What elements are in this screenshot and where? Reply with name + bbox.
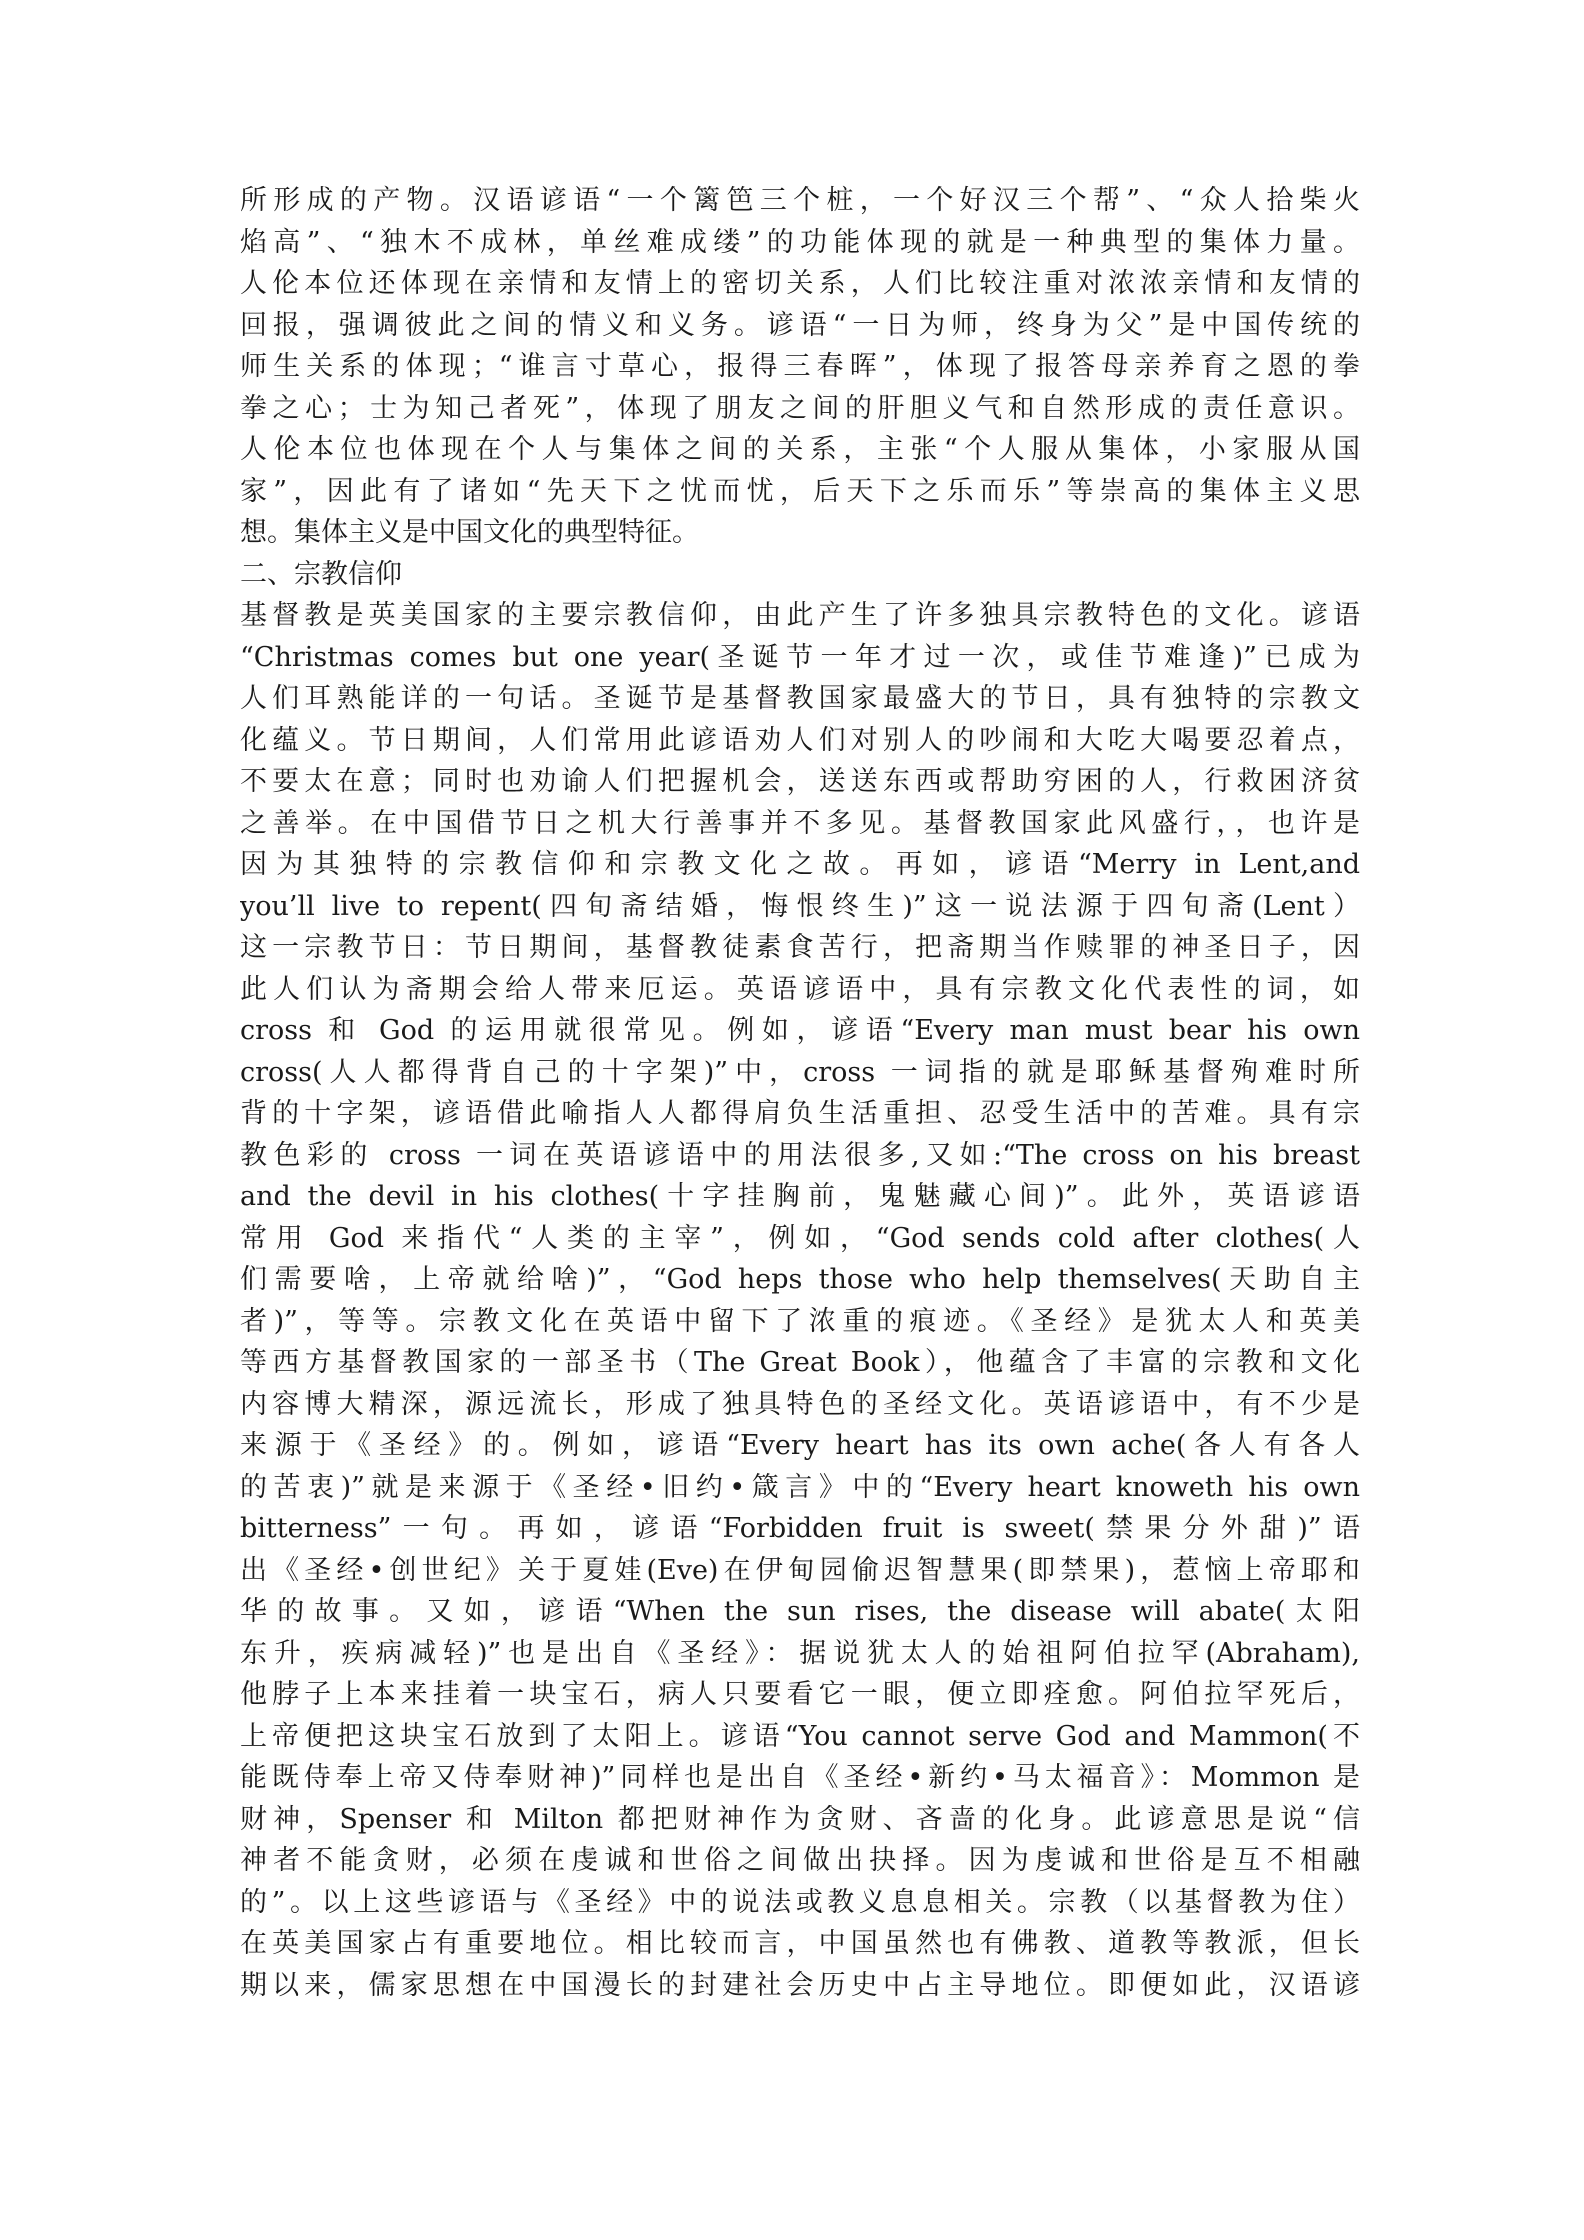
- paragraph-collectivism: [240, 180, 1360, 554]
- text-line: 师生关系的体现；“谁言寸草心，报得三春晖”，体现了报答母亲养育之恩的拳: [240, 351, 1360, 382]
- text-line: 所形成的产物。汉语谚语“一个篱笆三个桩，一个好汉三个帮”、“众人拾柴火: [240, 185, 1360, 216]
- document-page: [240, 180, 1360, 2006]
- text-line: 不要太在意；同时也劝谕人们把握机会，送送东西或帮助穷困的人，行救困济贫: [240, 766, 1360, 797]
- text-line: 能既侍奉上帝又侍奉财神)”同样也是出自《圣经•新约•马太福音》：Mommon 是: [240, 1762, 1360, 1793]
- text-line: 此人们认为斋期会给人带来厄运。英语谚语中，具有宗教文化代表性的词，如: [240, 973, 1360, 1005]
- text-line: 等西方基督教国家的一部圣书（The Great Book），他蕴含了丰富的宗教和文化: [240, 1347, 1360, 1378]
- text-line: 化蕴义。节日期间，人们常用此谚语劝人们对别人的吵闹和大吃大喝要忍着点，: [240, 724, 1360, 756]
- text-line: 背的十字架，谚语借此喻指人人都得肩负生活重担、忍受生活中的苦难。具有宗: [240, 1098, 1360, 1129]
- text-line: 之善举。在中国借节日之机大行善事并不多见。基督教国家此风盛行，，也许是: [240, 807, 1360, 839]
- text-line: 回报，强调彼此之间的情义和义务。谚语“一日为师，终身为父”是中国传统的: [240, 309, 1360, 341]
- text-line: 人伦本位也体现在个人与集体之间的关系，主张“个人服从集体，小家服从国: [240, 434, 1360, 465]
- text-line: 的苦衷)”就是来源于《圣经•旧约•箴言》中的“Every heart knoweth his own: [240, 1471, 1360, 1503]
- text-line: 教色彩的 cross 一词在英语谚语中的用法很多,又如:“The cross on his breast: [240, 1139, 1360, 1171]
- text-line: 神者不能贪财，必须在虔诚和世俗之间做出抉择。因为虔诚和世俗是互不相融: [240, 1845, 1360, 1876]
- text-line: 在英美国家占有重要地位。相比较而言，中国虽然也有佛教、道教等教派，但长: [240, 1928, 1360, 1959]
- text-line: 内容博大精深，源远流长，形成了独具特色的圣经文化。英语谚语中，有不少是: [240, 1388, 1360, 1420]
- text-line: 人伦本位还体现在亲情和友情上的密切关系，人们比较注重对浓浓亲情和友情的: [240, 268, 1360, 299]
- text-line: 焰高”、“独木不成林，单丝难成缕”的功能体现的就是一种典型的集体力量。: [240, 226, 1360, 258]
- text-line: 期以来，儒家思想在中国漫长的封建社会历史中占主导地位。即便如此，汉语谚: [240, 1969, 1360, 2001]
- text-line: 这一宗教节日：节日期间，基督教徒素食苦行，把斋期当作赎罪的神圣日子，因: [240, 932, 1360, 963]
- text-line: cross 和 God 的运用就很常见。例如，谚语“Every man must bear his own: [240, 1015, 1360, 1046]
- text-line: 家”，因此有了诸如“先天下之忧而忧，后天下之乐而乐”等崇高的集体主义思: [240, 475, 1360, 507]
- text-line: cross(人人都得背自己的十字架)”中，cross 一词指的就是耶稣基督殉难时所: [240, 1056, 1360, 1088]
- text-line: 们需要啥，上帝就给啥)”，“God heps those who help themselves(天助自主: [240, 1264, 1360, 1295]
- text-line: 东升，疾病减轻)”也是出自《圣经》：据说犹太人的始祖阿伯拉罕(Abraham),: [240, 1637, 1360, 1669]
- paragraph-religion: [240, 595, 1360, 2006]
- text-line: 常用 God 来指代“人类的主宰”，例如，“God sends cold after clothes(人: [240, 1222, 1360, 1254]
- text-line: 基督教是英美国家的主要宗教信仰，由此产生了许多独具宗教特色的文化。谚语: [240, 600, 1360, 631]
- text-line: 者)”，等等。宗教文化在英语中留下了浓重的痕迹。《圣经》是犹太人和英美: [240, 1305, 1360, 1337]
- text-line: 他脖子上本来挂着一块宝石，病人只要看它一眼，便立即痊愈。阿伯拉罕死后，: [240, 1679, 1360, 1710]
- text-line: bitterness”一句。再如，谚语“Forbidden fruit is sweet(禁果分外甜)”语: [240, 1513, 1360, 1544]
- text-line: 的”。以上这些谚语与《圣经》中的说法或教义息息相关。宗教（以基督教为住）: [240, 1886, 1360, 1918]
- text-line: 因为其独特的宗教信仰和宗教文化之故。再如，谚语“Merry in Lent,and: [240, 849, 1360, 880]
- section-heading-religion: 二、宗教信仰: [240, 558, 402, 590]
- text-line: “Christmas comes but one year(圣诞节一年才过一次，或佳节难逢)”已成为: [240, 641, 1360, 673]
- text-line: you’ll live to repent(四旬斋结婚，悔恨终生)”这一说法源于四旬斋(Lent）: [240, 890, 1360, 922]
- text-line: 来源于《圣经》的。例如，谚语“Every heart has its own ache(各人有各人: [240, 1430, 1360, 1461]
- text-line: and the devil in his clothes(十字挂胸前，鬼魅藏心间)”。此外，英语谚语: [240, 1181, 1360, 1212]
- text-line: 上帝便把这块宝石放到了太阳上。谚语“You cannot serve God and Mammon(不: [240, 1720, 1360, 1752]
- text-line: 华的故事。又如，谚语“When the sun rises, the disease will abate(太阳: [240, 1596, 1360, 1627]
- text-line: 人们耳熟能详的一句话。圣诞节是基督教国家最盛大的节日，具有独特的宗教文: [240, 683, 1360, 714]
- text-line: 拳之心；士为知己者死”，体现了朋友之间的肝胆义气和自然形成的责任意识。: [240, 392, 1360, 424]
- text-line: 出《圣经•创世纪》关于夏娃(Eve)在伊甸园偷迟智慧果(即禁果)，惹恼上帝耶和: [240, 1554, 1360, 1586]
- text-line: 想。集体主义是中国文化的典型特征。: [240, 517, 699, 548]
- text-line: 财神，Spenser 和 Milton 都把财神作为贪财、吝啬的化身。此谚意思是说“信: [240, 1803, 1360, 1835]
